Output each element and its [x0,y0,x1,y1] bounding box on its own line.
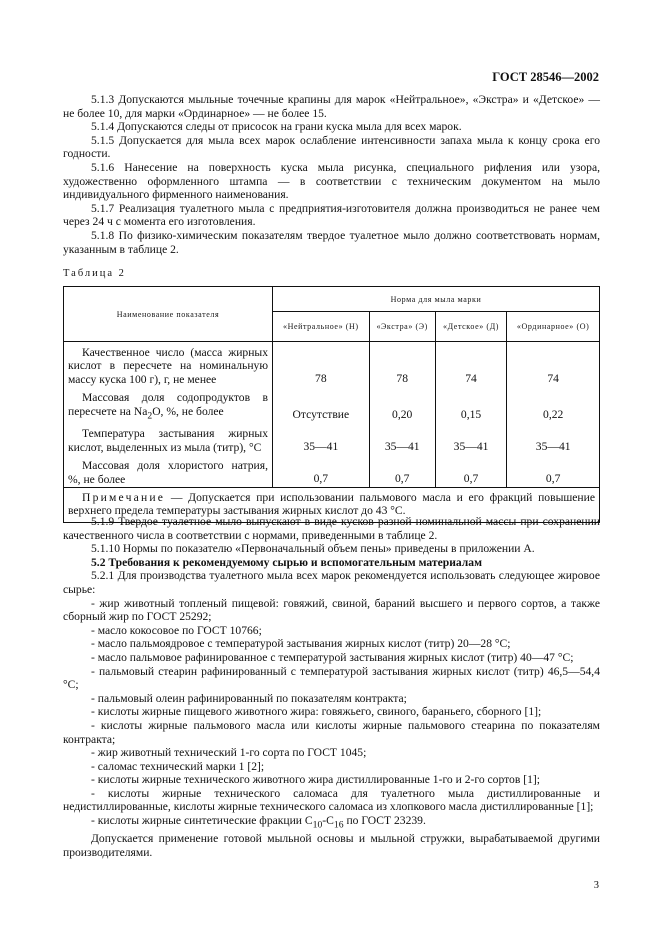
list-item: - кислоты жирные пальмового масла или кислоты жирные пальмового стеарина по показателям контракта; [63,718,600,746]
column-header-name: Наименование показателя [64,287,273,342]
cell: 35—41 [507,423,600,455]
cell: 35—41 [273,423,370,455]
row-name: Качественное число (масса жирных кислот в пересчете на номинальную массу куска 100 г), г, не менее [64,342,273,388]
text: по ГОСТ 23239. [343,814,426,828]
table-caption: Таблица 2 [63,268,126,279]
paragraph-5-1-3: 5.1.3 Допускаются мыльные точечные крапины для марок «Нейтральное», «Экстра» и «Детское» — не более 10, для марки «Ординарное» — не более 15. [63,93,600,120]
list-item: - саломас технический марки 1 [2]; [91,759,265,773]
closing-paragraph: Допускается применение готовой мыльной основы и мыльной стружки, вырабатываемой другими производителями. [63,831,600,859]
paragraph-5-2-1: 5.2.1 Для производства туалетного мыла всех марок рекомендуется использовать следующее жировое сырье: [63,569,600,596]
column-header-children: «Детское» (Д) [435,312,507,342]
list-item: - жир животный топленый пищевой: говяжий, свиной, бараний высшего и первого сортов, а также сборный жир по ГОСТ 25292; [63,596,600,624]
row-name [64,387,273,423]
column-group-header: Норма для мыла марки [273,287,600,312]
list-item: - пальмовый олеин рафинированный по показателям контракта; [91,691,407,705]
table-row [64,455,600,487]
table-row [64,423,600,455]
list-item: - жир животный технический 1-го сорта по ГОСТ 1045; [91,746,367,760]
list-item: - масло пальмоядровое с температурой застывания жирных кислот (титр) 20—28 °С; [91,637,511,651]
column-header-neutral: «Нейтральное» (Н) [273,312,370,342]
cell: 0,7 [273,455,370,487]
row-name-text: Массовая доля содопродуктов в пересчете на Na [68,391,268,418]
column-header-ordinary: «Ординарное» (О) [507,312,600,342]
row-name: Температура застывания жирных кислот, выделенных из мыла (титр), °С [64,423,273,455]
paragraph-5-1-5: 5.1.5 Допускается для мыла всех марок ослабление интенсивности запаха мыла к концу срока его годности. [63,133,600,161]
cell: 78 [273,342,370,388]
page-number: 3 [593,880,599,891]
list-item: - пальмовый стеарин рафинированный с температурой застывания жирных кислот (титр) 46,5—54,4 °С; [63,664,600,692]
cell: Отсутствие [273,387,370,423]
cell: 0,15 [435,387,507,423]
list-item: - кислоты жирные технического животного жира дистиллированные 1-го и 2-го сортов [1]; [91,773,540,787]
subscript: 2 [147,409,153,421]
paragraph-5-1-4: 5.1.4 Допускаются следы от присосок на грани куска мыла для всех марок. [91,120,462,134]
paragraph-5-1-8: 5.1.8 По физико-химическим показателям твердое туалетное мыло должно соответствовать нормам, указанным в таблице 2. [63,228,600,256]
list-item: - масло пальмовое рафинированное с температурой застывания жирных кислот (титр) 40—47 °С; [91,650,574,664]
subscript: 16 [333,819,344,831]
table-row [64,387,600,423]
paragraph-5-1-9: 5.1.9 Твердое туалетное мыло выпускают в виде кусков разной номинальной массы при сохранении качественного числа в соответствии с нормами, приведенными в таблице 2. [63,515,600,542]
document-id: ГОСТ 28546—2002 [492,70,599,84]
cell: 0,7 [507,455,600,487]
list-item: - масло кокосовое по ГОСТ 10766; [91,623,262,637]
cell: 74 [435,342,507,388]
paragraph-5-1-10: 5.1.10 Нормы по показателю «Первоначальный объем пены» приведены в приложении А. [91,542,535,556]
list-item [63,814,600,832]
list-item: - кислоты жирные технического саломаса для туалетного мыла дистиллированные и недистиллированные, кислоты жирные технического саломаса из хлопкового масла дистиллированные [1]; [63,786,600,814]
cell: 0,20 [369,387,435,423]
paragraph-5-1-7: 5.1.7 Реализация туалетного мыла с предприятия-изготовителя должна производиться не ранее чем через 24 ч с момента его изготовления. [63,201,600,229]
paragraph-5-1-6: 5.1.6 Нанесение на поверхность куска мыла рисунка, специального рифления или узора, художественно оформленного штампа — в соответствии с техническим документом на мыло индивидуального фирменного наименования. [63,160,600,202]
row-name: Массовая доля хлористого натрия, %, не более [64,455,273,487]
cell: 35—41 [435,423,507,455]
requirements-section [63,515,600,859]
table-row [64,342,600,388]
cell: 0,7 [435,455,507,487]
cell: 35—41 [369,423,435,455]
text: - кислоты жирные синтетические фракции С [91,814,313,828]
cell: 74 [507,342,600,388]
cell: 0,7 [369,455,435,487]
cell: 0,22 [507,387,600,423]
intro-section [63,93,600,256]
column-header-extra: «Экстра» (Э) [369,312,435,342]
note-label: Примечание [82,490,166,504]
subscript: 10 [312,819,323,831]
norms-table [63,286,600,523]
cell: 78 [369,342,435,388]
text: -С [322,814,334,828]
row-name-text: O, %, не более [152,404,224,418]
list-item: - кислоты жирные пищевого животного жира: говяжьего, свиного, бараньего, сборного [1]; [91,705,542,719]
section-heading: 5.2 Требования к рекомендуемому сырью и вспомогательным материалам [91,555,482,569]
note-text: — Допускается при использовании пальмового масла и его фракций повышение верхнего предела температуры застывания жирных кислот до 43 °С. [68,490,595,518]
